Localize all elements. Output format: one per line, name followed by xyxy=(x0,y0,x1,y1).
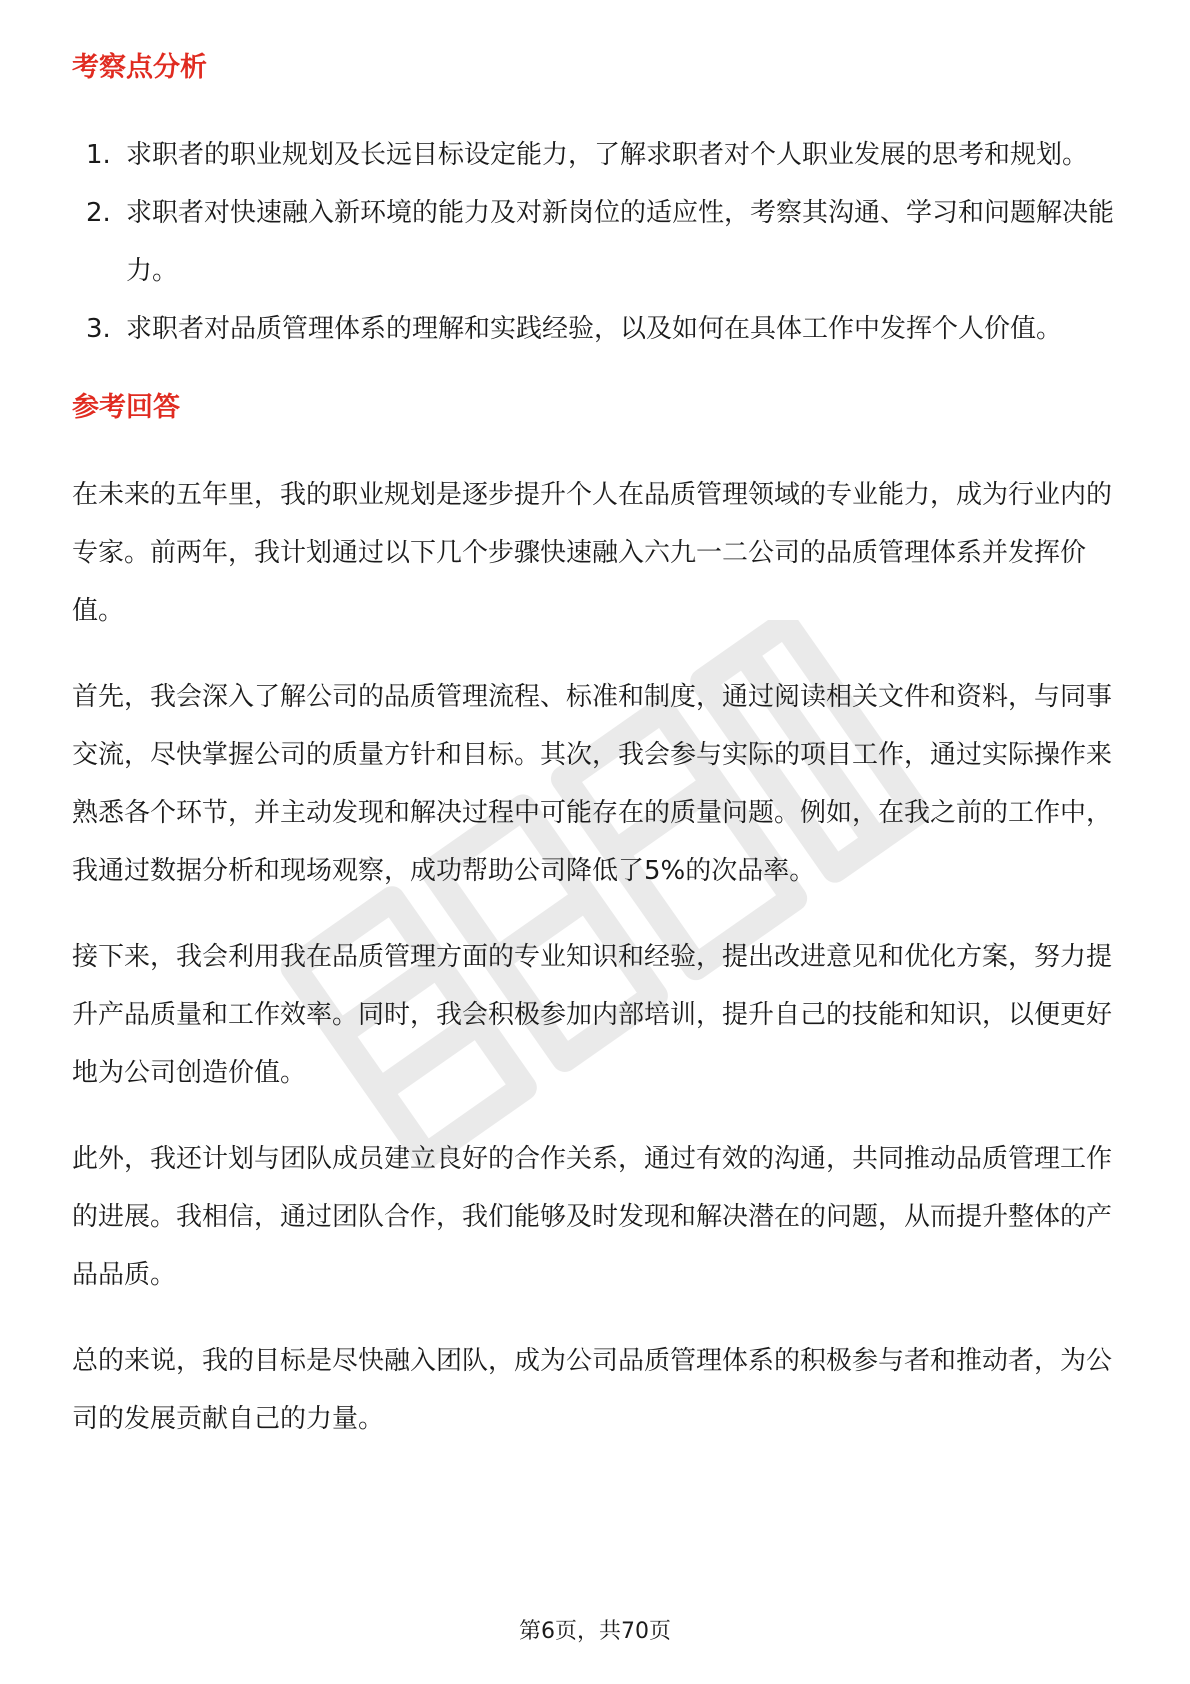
answer-heading: 参考回答 xyxy=(72,392,180,423)
list-item-number: 2. xyxy=(86,198,111,228)
list-item-text: 求职者的职业规划及长远目标设定能力，了解求职者对个人职业发展的思考和规划。 xyxy=(126,140,1089,170)
answer-paragraph: 首先，我会深入了解公司的品质管理流程、标准和制度，通过阅读相关文件和资料，与同事交流，尽快掌握公司的质量方针和目标。其次，我会参与实际的项目工作，通过实际操作来熟悉各个环节，并主动发现和解决过程中可能存在的质量问题。例如，在我之前的工作中，我通过数据分析和现场观察，成功帮助公司降低了5%的次品率。 xyxy=(72,682,1113,886)
analysis-list xyxy=(72,126,1118,358)
list-item-text: 求职者对品质管理体系的理解和实践经验，以及如何在具体工作中发挥个人价值。 xyxy=(126,314,1063,344)
answer-paragraph: 总的来说，我的目标是尽快融入团队，成为公司品质管理体系的积极参与者和推动者，为公司的发展贡献自己的力量。 xyxy=(72,1346,1113,1434)
page-number: 第6页，共70页 xyxy=(519,1619,671,1644)
page-content xyxy=(72,48,1118,1476)
list-item-text: 求职者对快速融入新环境的能力及对新岗位的适应性，考察其沟通、学习和问题解决能力。 xyxy=(126,198,1115,286)
analysis-heading: 考察点分析 xyxy=(72,52,207,83)
answer-paragraph: 此外，我还计划与团队成员建立良好的合作关系，通过有效的沟通，共同推动品质管理工作的进展。我相信，通过团队合作，我们能够及时发现和解决潜在的问题，从而提升整体的产品品质。 xyxy=(72,1144,1113,1290)
list-item xyxy=(72,184,1118,300)
list-item-number: 3. xyxy=(86,314,111,344)
list-item-number: 1. xyxy=(86,140,111,170)
answer-body xyxy=(72,466,1118,1448)
answer-paragraph: 接下来，我会利用我在品质管理方面的专业知识和经验，提出改进意见和优化方案，努力提升产品质量和工作效率。同时，我会积极参加内部培训，提升自己的技能和知识，以便更好地为公司创造价值。 xyxy=(72,942,1113,1088)
list-item xyxy=(72,300,1118,358)
answer-paragraph: 在未来的五年里，我的职业规划是逐步提升个人在品质管理领域的专业能力，成为行业内的专家。前两年，我计划通过以下几个步骤快速融入六九一二公司的品质管理体系并发挥价值。 xyxy=(72,480,1113,626)
list-item xyxy=(72,126,1118,184)
